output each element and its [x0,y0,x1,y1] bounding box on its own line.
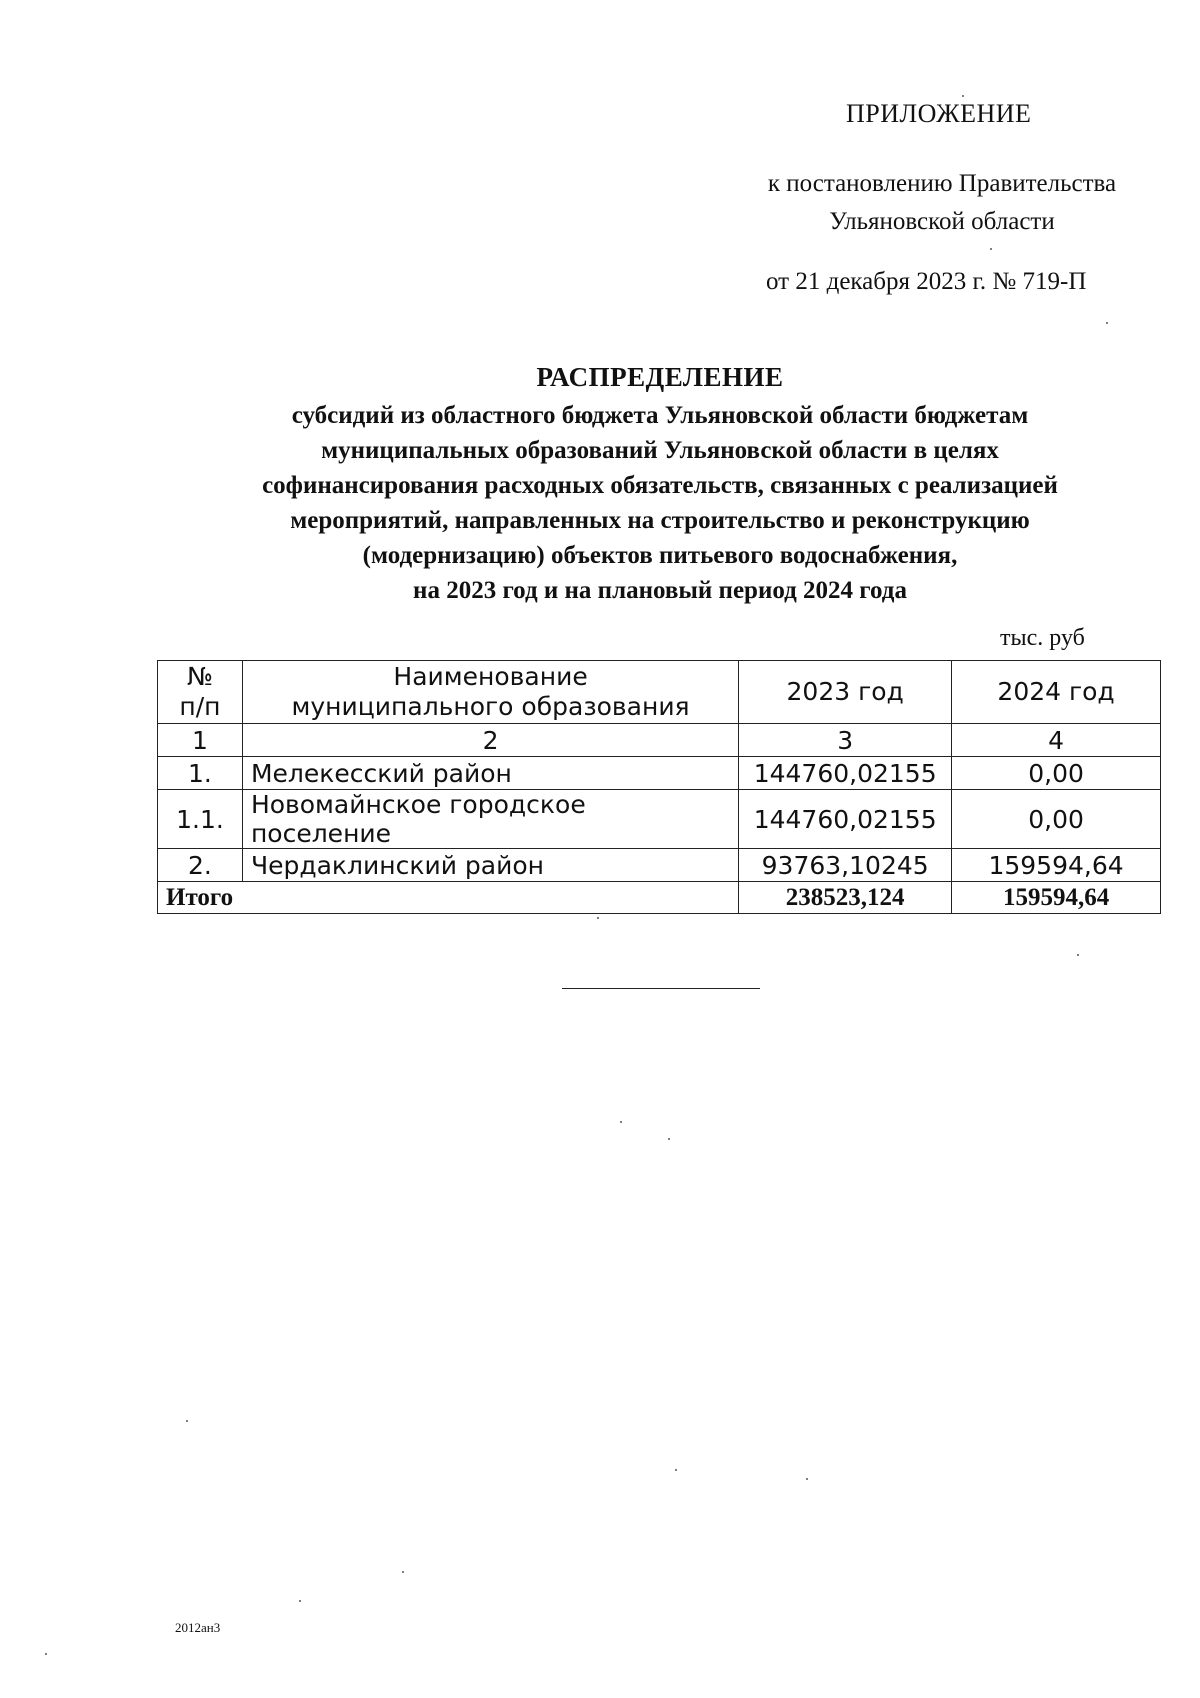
scan-speck [45,1653,47,1655]
units-label: тыс. руб [1000,625,1085,651]
column-number: 4 [952,724,1161,757]
table-row [158,757,1161,790]
scan-speck [299,1600,301,1602]
heading-line: муниципальных образований Ульяновской области в целях [321,437,999,464]
row-name: Новомайнское городское поселение [242,790,738,849]
header-num: № п/п [158,661,243,724]
row-2023: 144760,02155 [739,790,952,849]
header-2023: 2023 год [739,661,952,724]
footer-code: 2012ан3 [175,1620,221,1635]
scan-speck [990,248,992,250]
annex-reference-line2: Ульяновской области [829,208,1055,235]
scan-speck [402,1571,404,1573]
row-2024: 0,00 [952,790,1161,849]
table-header-row [158,661,1161,724]
column-number: 3 [739,724,952,757]
distribution-table [157,660,1161,914]
total-label: Итого [158,882,739,914]
scan-speck [675,1469,677,1471]
header-2024: 2024 год [952,661,1161,724]
annex-title: ПРИЛОЖЕНИЕ [846,99,1032,128]
annex-reference-line1: к постановлению Правительства [767,170,1117,197]
scan-speck [1106,322,1108,324]
column-number: 1 [158,724,243,757]
row-name: Мелекесский район [242,757,738,790]
row-2024: 0,00 [952,757,1161,790]
heading-line: (модернизацию) объектов питьевого водоснабжения, [362,542,958,569]
row-num: 1. [158,757,243,790]
row-2023: 93763,10245 [739,849,952,882]
table-row [158,849,1161,882]
heading-line: на 2023 год и на плановый период 2024 года [413,577,907,604]
heading-main: РАСПРЕДЕЛЕНИЕ [536,362,784,392]
annex-reference [742,165,1142,241]
annex-date: от 21 декабря 2023 г. № 719-П [766,268,1087,295]
column-number: 2 [242,724,738,757]
scan-speck [962,95,964,97]
row-num: 1.1. [158,790,243,849]
scan-speck [806,1478,808,1480]
heading-line: мероприятий, направленных на строительство и реконструкцию [290,507,1030,534]
total-2024: 159594,64 [952,882,1161,914]
document-heading [170,362,1150,608]
scan-speck [620,1121,622,1123]
row-num: 2. [158,849,243,882]
signoff-line [562,988,760,989]
scan-speck [186,1420,188,1422]
header-name: Наименование муниципального образования [242,661,738,724]
column-number-row [158,724,1161,757]
row-2024: 159594,64 [952,849,1161,882]
total-2023: 238523,124 [739,882,952,914]
heading-line: софинансирования расходных обязательств, связанных с реализацией [262,472,1058,499]
table-row [158,790,1161,849]
row-2023: 144760,02155 [739,757,952,790]
scan-speck [668,1138,670,1140]
scan-speck [597,917,599,919]
row-name: Чердаклинский район [242,849,738,882]
scan-speck [1077,954,1079,956]
heading-line: субсидий из областного бюджета Ульяновской области бюджетам [291,402,1029,429]
total-row [158,882,1161,914]
